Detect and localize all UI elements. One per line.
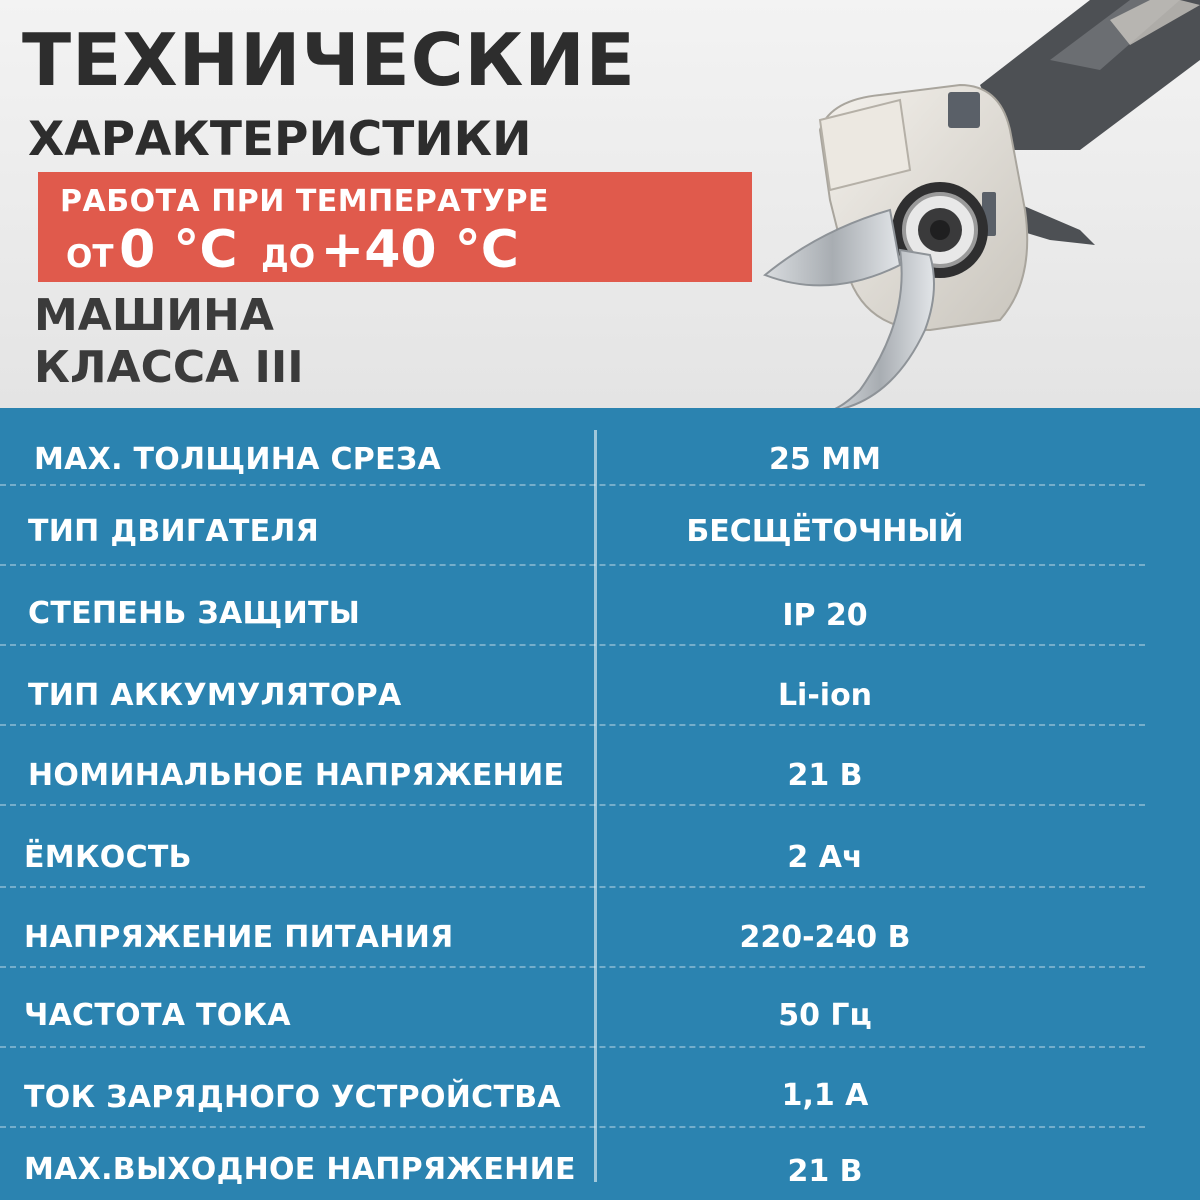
spec-value: БЕСЩЁТОЧНЫЙ <box>686 514 964 549</box>
page-subtitle: ХАРАКТЕРИСТИКИ <box>28 112 532 167</box>
temperature-from-value: 0 °C <box>119 220 238 280</box>
spec-value: 21 В <box>787 1154 863 1189</box>
spec-label: MAX.ВЫХОДНОЕ НАПРЯЖЕНИЕ <box>24 1152 576 1187</box>
spec-row <box>0 486 1145 566</box>
spec-label: MAX. ТОЛЩИНА СРЕЗА <box>34 442 442 477</box>
spec-value: Li-ion <box>777 678 873 713</box>
temperature-to-value: +40 °C <box>320 220 519 280</box>
spec-label: ЁМКОСТЬ <box>24 840 192 875</box>
spec-row <box>0 646 1145 726</box>
spec-row <box>0 1048 1145 1128</box>
spec-value: 1,1 А <box>781 1078 869 1113</box>
machine-class-line1: МАШИНА <box>34 290 274 341</box>
spec-label: НАПРЯЖЕНИЕ ПИТАНИЯ <box>24 920 454 955</box>
spec-value: 50 Гц <box>778 998 872 1033</box>
temperature-heading: РАБОТА ПРИ ТЕМПЕРАТУРЕ <box>60 184 550 219</box>
machine-class-line2: КЛАССА III <box>34 342 304 393</box>
spec-label: ТИП АККУМУЛЯТОРА <box>28 678 402 713</box>
spec-label: СТЕПЕНЬ ЗАЩИТЫ <box>28 596 361 631</box>
spec-label: ТОК ЗАРЯДНОГО УСТРОЙСТВА <box>24 1080 561 1115</box>
spec-value: 21 В <box>787 758 863 793</box>
spec-row <box>0 726 1145 806</box>
temperature-banner <box>38 172 752 282</box>
hero-section <box>0 0 1200 408</box>
spec-label: ТИП ДВИГАТЕЛЯ <box>28 514 320 549</box>
temperature-from-word: ОТ <box>66 239 114 275</box>
machine-class-label <box>34 290 454 394</box>
spec-value: IP 20 <box>782 598 868 633</box>
spec-value: 220-240 В <box>739 920 911 955</box>
spec-row <box>0 408 1145 486</box>
spec-label: ЧАСТОТА ТОКА <box>24 998 291 1033</box>
temperature-range <box>66 220 519 280</box>
spec-row <box>0 806 1145 888</box>
spec-value: 2 Ач <box>787 840 863 875</box>
spec-row <box>0 888 1145 968</box>
spec-row <box>0 1128 1145 1200</box>
specs-table <box>0 408 1200 1200</box>
spec-value: 25 ММ <box>769 442 881 477</box>
temperature-to-word: ДО <box>261 239 316 275</box>
spec-label: НОМИНАЛЬНОЕ НАПРЯЖЕНИЕ <box>28 758 565 793</box>
spec-row <box>0 968 1145 1048</box>
pruner-product-image <box>750 0 1200 408</box>
page-title: ТЕХНИЧЕСКИЕ <box>22 18 636 102</box>
spec-row <box>0 566 1145 646</box>
